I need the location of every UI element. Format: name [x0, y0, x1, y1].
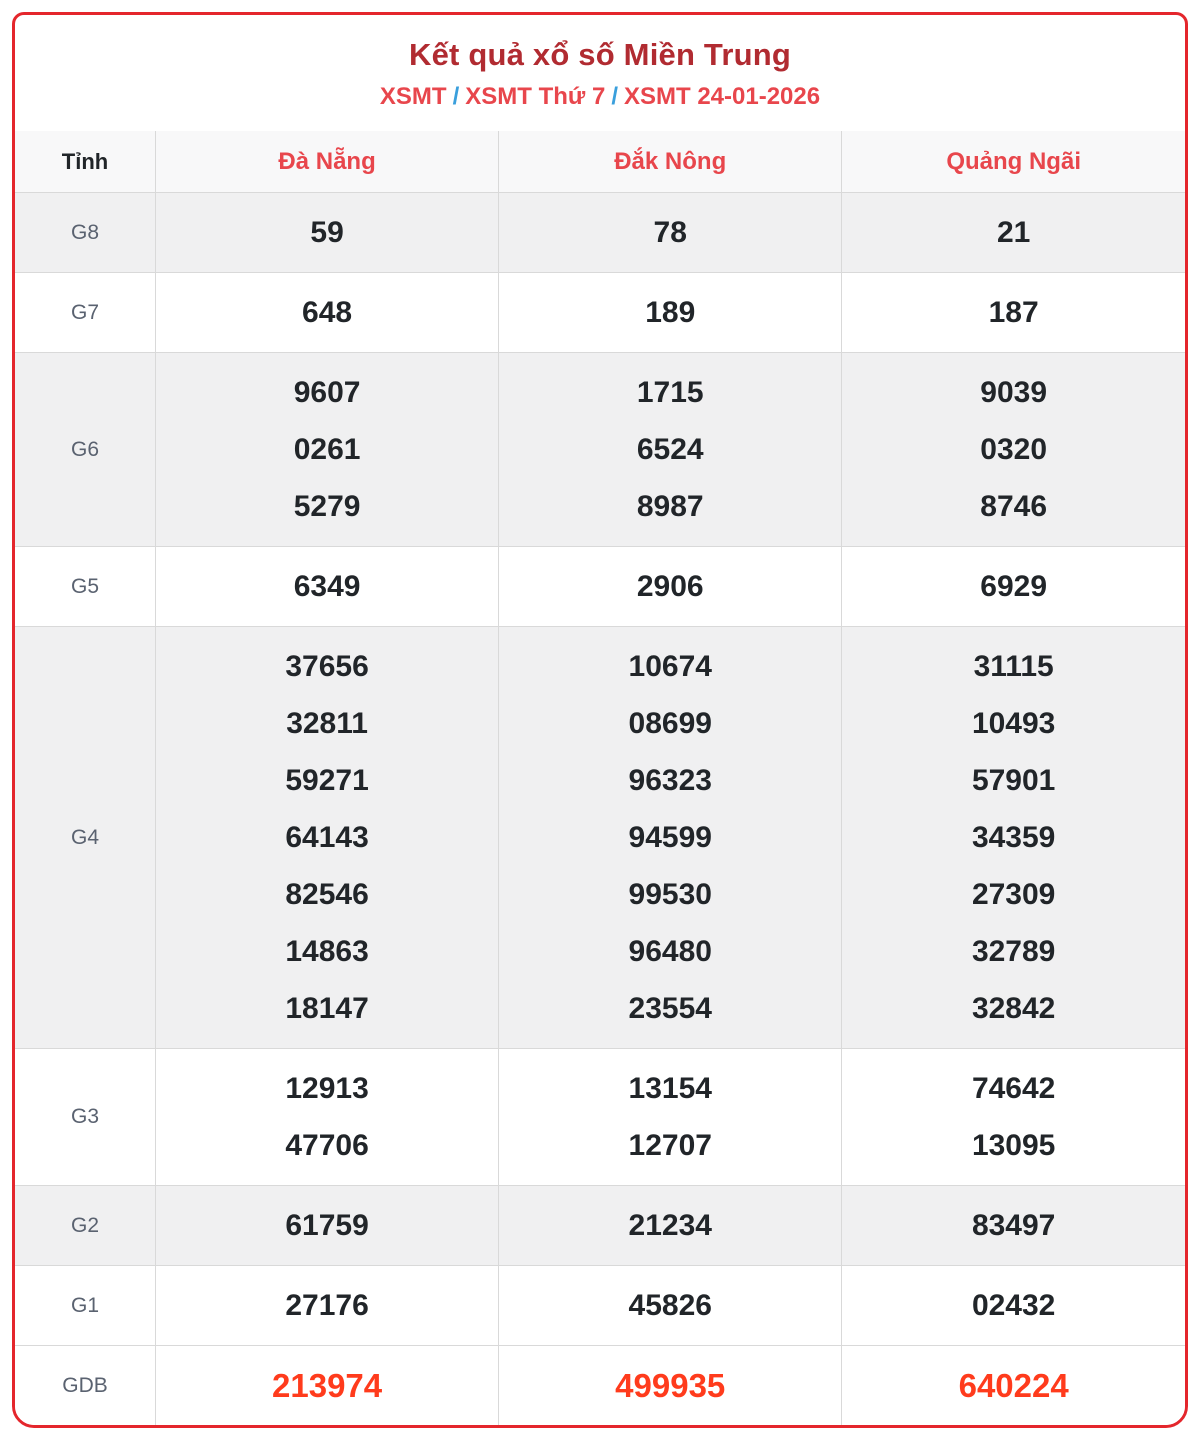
result-cell-g3-col0	[156, 1049, 499, 1186]
result-number: 499935	[615, 1367, 726, 1404]
breadcrumb-separator: /	[452, 83, 460, 110]
result-number: 6524	[636, 433, 704, 466]
page-title: Kết quả xổ số Miền Trung	[409, 37, 791, 72]
result-number: 32811	[286, 707, 368, 740]
results-table	[15, 131, 1185, 1425]
result-number: 6349	[293, 570, 361, 603]
result-number: 02432	[971, 1289, 1056, 1322]
result-number: 74642	[971, 1072, 1056, 1105]
prize-label-g2: G2	[15, 1186, 156, 1266]
prize-row-g7	[15, 273, 1185, 353]
prize-label-g3: G3	[15, 1049, 156, 1186]
lottery-results-card	[12, 12, 1188, 1428]
result-number: 37656	[285, 650, 369, 683]
prize-label-g1: G1	[15, 1266, 156, 1346]
prize-label-g7: G7	[15, 273, 156, 353]
result-number: 648	[302, 296, 353, 329]
column-header-1[interactable]: Đắk Nông	[499, 131, 842, 193]
result-cell-g5-col0	[156, 547, 499, 627]
result-number: 18147	[285, 992, 369, 1025]
result-cell-g6-col0	[156, 353, 499, 547]
result-cell-g1-col0	[156, 1266, 499, 1346]
result-number: 47706	[285, 1129, 369, 1162]
result-number: 13095	[971, 1129, 1056, 1162]
result-number: 0261	[293, 433, 361, 466]
result-cell-gdb-col0	[156, 1346, 499, 1426]
result-cell-g5-col1	[499, 547, 842, 627]
result-number: 640224	[958, 1367, 1069, 1404]
prize-label-g5: G5	[15, 547, 156, 627]
result-number: 96323	[628, 764, 712, 797]
prize-row-gdb	[15, 1346, 1185, 1426]
breadcrumb-separator: /	[611, 83, 618, 110]
column-header-2[interactable]: Quảng Ngãi	[842, 131, 1185, 193]
result-number: 08699	[628, 707, 712, 740]
result-number: 8987	[636, 490, 704, 523]
result-cell-g3-col2	[842, 1049, 1185, 1186]
prize-row-g1	[15, 1266, 1185, 1346]
result-cell-g7-col2	[842, 273, 1185, 353]
result-number: 99530	[628, 878, 712, 911]
prize-label-g6: G6	[15, 353, 156, 547]
result-number: 61759	[285, 1209, 369, 1242]
result-number: 34359	[971, 821, 1056, 854]
result-number: 21234	[628, 1209, 712, 1242]
result-number: 94599	[628, 821, 712, 854]
prize-row-g4	[15, 627, 1185, 1049]
prize-label-g4: G4	[15, 627, 156, 1049]
result-number: 1715	[636, 376, 704, 409]
result-cell-gdb-col2	[842, 1346, 1185, 1426]
result-number: 10674	[628, 650, 712, 683]
prize-row-g3	[15, 1049, 1185, 1186]
result-cell-g7-col0	[156, 273, 499, 353]
table-header-row	[15, 131, 1185, 193]
result-cell-g8-col2	[842, 193, 1185, 273]
result-cell-g6-col2	[842, 353, 1185, 547]
breadcrumb-link-1[interactable]: XSMT Thứ 7	[465, 83, 606, 110]
result-number: 2906	[636, 570, 704, 603]
prize-row-g5	[15, 547, 1185, 627]
result-number: 213974	[272, 1367, 383, 1404]
result-number: 12707	[628, 1129, 712, 1162]
breadcrumb-link-0[interactable]: XSMT	[379, 83, 447, 110]
result-number: 82546	[285, 878, 369, 911]
result-cell-g2-col1	[499, 1186, 842, 1266]
result-number: 0320	[980, 433, 1048, 466]
result-number: 14863	[285, 935, 369, 968]
result-number: 57901	[971, 764, 1056, 797]
result-cell-g5-col2	[842, 547, 1185, 627]
result-number: 8746	[980, 490, 1048, 523]
result-cell-g4-col2	[842, 627, 1185, 1049]
result-number: 32842	[971, 992, 1056, 1025]
breadcrumb	[15, 83, 1185, 111]
result-cell-g7-col1	[499, 273, 842, 353]
result-cell-g4-col1	[499, 627, 842, 1049]
result-cell-g6-col1	[499, 353, 842, 547]
result-number: 59271	[285, 764, 369, 797]
result-number: 5279	[293, 490, 361, 523]
result-number: 45826	[628, 1289, 712, 1322]
result-number: 83497	[971, 1209, 1056, 1242]
result-cell-gdb-col1	[499, 1346, 842, 1426]
result-number: 96480	[628, 935, 712, 968]
result-number: 64143	[285, 821, 369, 854]
result-cell-g2-col2	[842, 1186, 1185, 1266]
result-number: 21	[996, 216, 1031, 249]
result-number: 12913	[285, 1072, 369, 1105]
prize-row-g2	[15, 1186, 1185, 1266]
column-header-0[interactable]: Đà Nẵng	[156, 131, 499, 193]
prize-row-g8	[15, 193, 1185, 273]
result-cell-g1-col1	[499, 1266, 842, 1346]
result-cell-g8-col1	[499, 193, 842, 273]
result-cell-g2-col0	[156, 1186, 499, 1266]
result-number: 10493	[971, 707, 1056, 740]
breadcrumb-link-2[interactable]: XSMT 24-01-2026	[623, 83, 821, 110]
result-cell-g4-col0	[156, 627, 499, 1049]
result-number: 59	[310, 216, 344, 249]
prize-row-g6	[15, 353, 1185, 547]
result-number: 9039	[980, 376, 1048, 409]
result-cell-g1-col2	[842, 1266, 1185, 1346]
result-number: 6929	[980, 570, 1048, 603]
table-header	[15, 131, 1185, 193]
result-number: 31115	[973, 650, 1054, 683]
result-number: 187	[988, 296, 1039, 329]
prize-label-gdb: GDB	[15, 1346, 156, 1426]
result-number: 27176	[285, 1289, 369, 1322]
province-column-header: Tỉnh	[15, 131, 156, 193]
result-cell-g8-col0	[156, 193, 499, 273]
result-number: 23554	[628, 992, 712, 1025]
prize-label-g8: G8	[15, 193, 156, 273]
result-number: 189	[645, 296, 696, 329]
result-number: 78	[653, 216, 687, 249]
table-body	[15, 193, 1185, 1426]
result-number: 27309	[971, 878, 1056, 911]
result-number: 9607	[293, 376, 361, 409]
result-number: 13154	[628, 1072, 712, 1105]
result-number: 32789	[971, 935, 1056, 968]
result-cell-g3-col1	[499, 1049, 842, 1186]
